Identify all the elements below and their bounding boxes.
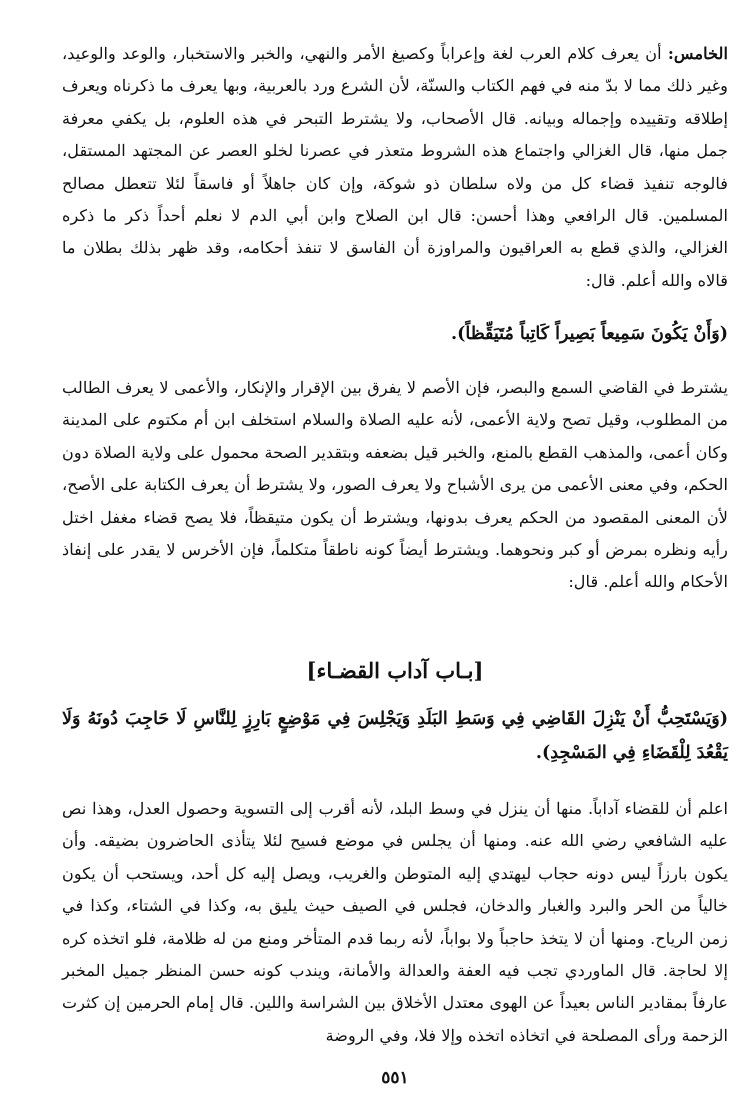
paragraph-hearing-sight-commentary: يشترط في القاضي السمع والبصر، فإن الأصم لا يفرق بين الإقرار والإنكار، والأعمى لا يعرف الطالب من المطلوب، وقيل تصح ولاية الأعمى، لأنه عليه الصلاة والسلام استخلف ابن أم مكتوم على المدينة وكان أعمى، والمذهب القطع بالمنع، والخبر قيل بضعفه وبتقدير الصحة محمول على ولاية الصلاة دون الحكم، وفي معنى الأعمى من يرى الأشباح ولا يعرف الصور، ولا يشترط أن يعرف الكتابة على الأصح، لأن المعنى المقصود من الحكم يعرف بدونها، ويشترط أن يكون متيقظاً، فلا يصح قضاء مغفل اختل رأيه ونظره بمرض أو كبر ونحوهما. ويشترط أيضاً كونه ناطقاً متكلماً، فإن الأخرس لا يقدر على إنفاذ الأحكام والله أعلم. قال: (62, 378, 728, 592)
matn-verse-hearing-sight: (وَأَنْ يَكُونَ سَمِيعاً بَصِيراً كَاتِباً مُتَيَقِّظاً). (450, 324, 728, 344)
paragraph-fifth-condition (62, 38, 728, 297)
matn-verse-judge-seat: (وَيَسْتَحِبُّ أَنْ يَنْزِلَ القَاضِي فِي وَسَطِ البَلَدِ وَيَجْلِسَ فِي مَوْضِعٍ بَارِزٍ لِلنَّاسِ لَا حَاجِبَ دُونَهُ وَلَا يَقْعُدَ لِلْقَضَاءِ فِي المَسْجِدِ). (62, 709, 728, 763)
paragraph-lead-word: الخامس: (667, 44, 728, 63)
page-number: ٥٥١ (381, 1068, 409, 1088)
paragraph-body: أن يعرف كلام العرب لغة وإعراباً وكصيغ الأمر والنهي، والخبر والاستخبار، والوعد والوعيد، وغير ذلك مما لا بدّ منه في فهم الكتاب والسنّة، لأن الشرع ورد بالعربية، وبها يعرف ما ذكرناه ويعرف إطلاقه وتقييده وإجماله وبيانه. قال الأصحاب، ولا يشترط التبحر في هذه العلوم، بل يكفي معرفة جمل منها، قال الغزالي واجتماع هذه الشروط متعذر في عصرنا لخلو العصر عن المجتهد المستقل، فالوجه تنفيذ قضاء كل من ولاه سلطان ذو شوكة، وإن كان جاهلاً أو فاسقاً لئلا تتعطل مصالح المسلمين. قال الرافعي وهذا أحسن: قال ابن الصلاح وابن أبي الدم لا نعلم أحداً ذكر ما ذكره الغزالي، والذي قطع به العراقيون والمراوزة أن الفاسق لا تنفذ أحكامه، وقد ظهر بذلك بطلان ما قالاه والله أعلم. قال: (62, 44, 728, 290)
paragraph-etiquette-commentary: اعلم أن للقضاء آداباً. منها أن ينزل في وسط البلد، لأنه أقرب إلى التسوية وحصول العدل، وهذا نص عليه الشافعي رضي الله عنه. ومنها أن يجلس في موضع فسيح لئلا يتأذى الحاضرون بضيقه. وأن يكون بارزاً ليس دونه حجاب ليهتدي إليه المتوطن والغريب، ويصل إليه كل أحد، ويستحب أن يكون خالياً من الحر والبرد والغبار والدخان، فجلس في الصيف حيث يليق به، وكذا في الشتاء، وكذا في زمن الرياح. ومنها أن لا يتخذ حاجباً ولا بواباً، لأنه ربما قدم المتأخر ومنع من له ظلامة، فلو اتخذه كره إلا لحاجة. قال الماوردي تجب فيه العفة والعدالة والأمانة، ويندب كونه حسن المنظر جميل المخبر عارفاً بمقادير الناس بعيداً عن الهوى معتدل الأخلاق بين الشراسة واللين. قال إمام الحرمين إن كثرت الزحمة ورأى المصلحة في اتخاذه اتخذه وإلا فلا، وفي الروضة (62, 799, 728, 1045)
book-page (62, 38, 728, 1088)
chapter-heading: [بـاب آداب القضـاء] (306, 658, 484, 683)
